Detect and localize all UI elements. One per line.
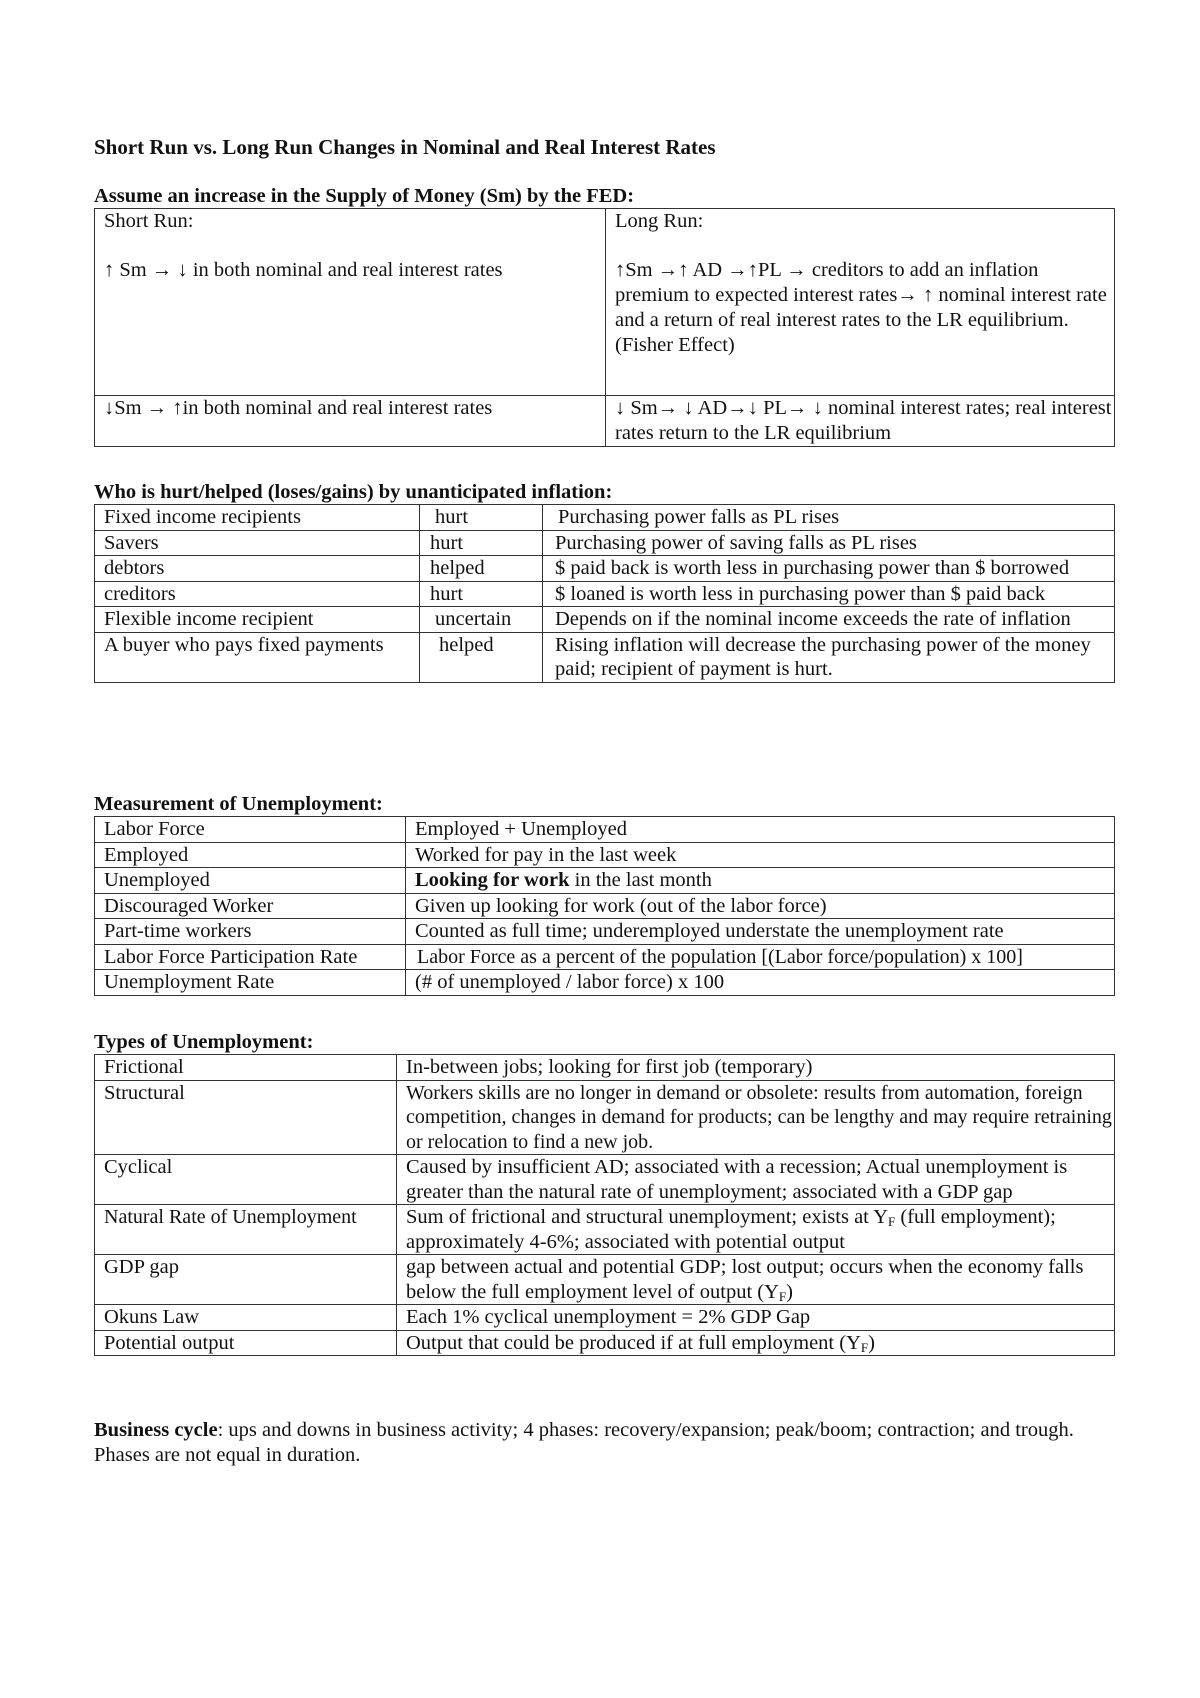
type-term: GDP gap (95, 1255, 397, 1305)
table-row (95, 209, 1115, 396)
type-definition: In-between jobs; looking for first job (temporary) (397, 1055, 1115, 1081)
inflation-heading: Who is hurt/helped (loses/gains) by unanticipated inflation: (94, 481, 613, 503)
inflation-who: Savers (95, 530, 420, 556)
table-row (95, 607, 1115, 633)
measurement-table (94, 816, 1115, 996)
business-cycle-label: Business cycle (94, 1419, 218, 1441)
money-supply-heading: Assume an increase in the Supply of Money (Sm) by the FED: (94, 185, 635, 207)
increase-long-run-text: ↑Sm →↑ AD →↑PL → creditors to add an inflation premium to expected interest rates→ ↑ nominal interest rate and a return of real interest rates to the LR equilibrium. (615, 259, 1107, 331)
inflation-reason: Depends on if the nominal income exceeds the rate of inflation (543, 607, 1115, 633)
inflation-reason: Purchasing power of saving falls as PL rises (543, 530, 1115, 556)
definition-text: in the last month (569, 869, 712, 891)
table-row (95, 1305, 1115, 1331)
money-supply-section (94, 184, 1114, 447)
inflation-who: creditors (95, 581, 420, 607)
table-row (95, 1330, 1115, 1356)
inflation-reason: Purchasing power falls as PL rises (543, 505, 1115, 531)
types-section (94, 1030, 1114, 1356)
measurement-definition: Given up looking for work (out of the labor force) (406, 893, 1115, 919)
table-cell (606, 209, 1115, 396)
table-row (95, 817, 1115, 843)
inflation-effect: helped (420, 556, 543, 582)
type-definition: Output that could be produced if at full employment $(Y_F)$ (397, 1330, 1115, 1356)
measurement-section (94, 792, 1114, 996)
table-cell (95, 209, 606, 396)
money-supply-table (94, 208, 1115, 447)
decrease-long-run-text: ↓ Sm→ ↓ AD→↓ PL→ ↓ nominal interest rates; real interest rates return to the LR equilibrium (606, 396, 1115, 447)
measurement-term: Unemployed (95, 868, 406, 894)
measurement-definition: Employed + Unemployed (406, 817, 1115, 843)
inflation-reason: $ paid back is worth less in purchasing power than $ borrowed (543, 556, 1115, 582)
inflation-effect: hurt (420, 530, 543, 556)
inflation-section (94, 480, 1114, 683)
inflation-effect: hurt (420, 505, 543, 531)
inflation-reason: $ loaned is worth less in purchasing power than $ paid back (543, 581, 1115, 607)
inflation-who: A buyer who pays fixed payments (95, 632, 420, 682)
long-run-label: Long Run: (615, 210, 704, 232)
type-term: Structural (95, 1080, 397, 1155)
table-row (95, 556, 1115, 582)
table-row (95, 1255, 1115, 1305)
table-row (95, 919, 1115, 945)
inflation-effect: hurt (420, 581, 543, 607)
inflation-effect: helped (420, 632, 543, 682)
inflation-reason: Rising inflation will decrease the purchasing power of the money paid; recipient of payment is hurt. (543, 632, 1115, 682)
table-row (95, 1080, 1115, 1155)
types-heading: Types of Unemployment: (94, 1031, 314, 1053)
inflation-who: debtors (95, 556, 420, 582)
measurement-heading: Measurement of Unemployment: (94, 793, 383, 815)
table-row (95, 970, 1115, 996)
table-row (95, 396, 1115, 447)
bold-phrase: Looking for work (415, 869, 570, 891)
increase-short-run-text: ↑ Sm → ↓ in both nominal and real interest rates (104, 259, 503, 281)
inflation-effect: uncertain (420, 607, 543, 633)
measurement-definition: Worked for pay in the last week (406, 842, 1115, 868)
table-row (95, 842, 1115, 868)
inflation-who: Flexible income recipient (95, 607, 420, 633)
type-definition: gap between actual and potential GDP; lost output; occurs when the economy falls below the full employment level of output $(Y_F)$ (397, 1255, 1115, 1305)
business-cycle-paragraph (94, 1418, 1114, 1468)
table-row (95, 868, 1115, 894)
fisher-effect-note: (Fisher Effect) (615, 334, 735, 356)
type-term: Natural Rate of Unemployment (95, 1205, 397, 1255)
type-term: Cyclical (95, 1155, 397, 1205)
table-row (95, 530, 1115, 556)
type-definition: Each 1% cyclical unemployment = 2% GDP Gap (397, 1305, 1115, 1331)
measurement-definition (406, 868, 1115, 894)
table-row (95, 893, 1115, 919)
measurement-term: Labor Force Participation Rate (95, 944, 406, 970)
type-term: Potential output (95, 1330, 397, 1356)
inflation-who: Fixed income recipients (95, 505, 420, 531)
decrease-short-run-text: ↓Sm → ↑in both nominal and real interest rates (95, 396, 606, 447)
measurement-term: Employed (95, 842, 406, 868)
inflation-table (94, 504, 1115, 683)
measurement-definition: (# of unemployed / labor force) x 100 (406, 970, 1115, 996)
table-row (95, 944, 1115, 970)
measurement-definition: Counted as full time; underemployed understate the unemployment rate (406, 919, 1115, 945)
page-title: Short Run vs. Long Run Changes in Nominal and Real Interest Rates (94, 135, 716, 159)
type-term: Frictional (95, 1055, 397, 1081)
measurement-term: Part-time workers (95, 919, 406, 945)
measurement-definition: Labor Force as a percent of the population [(Labor force/population) x 100] (406, 944, 1115, 970)
table-row (95, 1055, 1115, 1081)
table-row (95, 581, 1115, 607)
measurement-term: Unemployment Rate (95, 970, 406, 996)
measurement-term: Labor Force (95, 817, 406, 843)
table-row (95, 505, 1115, 531)
types-table (94, 1054, 1115, 1356)
table-row (95, 1155, 1115, 1205)
type-term: Okuns Law (95, 1305, 397, 1331)
business-cycle-text: : ups and downs in business activity; 4 phases: recovery/expansion; peak/boom; contraction; and trough. Phases are not equal in duration. (94, 1419, 1074, 1466)
measurement-term: Discouraged Worker (95, 893, 406, 919)
type-definition: Caused by insufficient AD; associated with a recession; Actual unemployment is greater than the natural rate of unemployment; associated with a GDP gap (397, 1155, 1115, 1205)
type-definition: Sum of frictional and structural unemployment; exists at $Y_F$ (full employment); approximately 4-6%; associated with potential output (397, 1205, 1115, 1255)
type-definition: Workers skills are no longer in demand or obsolete: results from automation, foreign competition, changes in demand for products; can be lengthy and may require retraining or relocation to find a new job. (397, 1080, 1115, 1155)
short-run-label: Short Run: (104, 210, 194, 232)
table-row (95, 1205, 1115, 1255)
table-row (95, 632, 1115, 682)
